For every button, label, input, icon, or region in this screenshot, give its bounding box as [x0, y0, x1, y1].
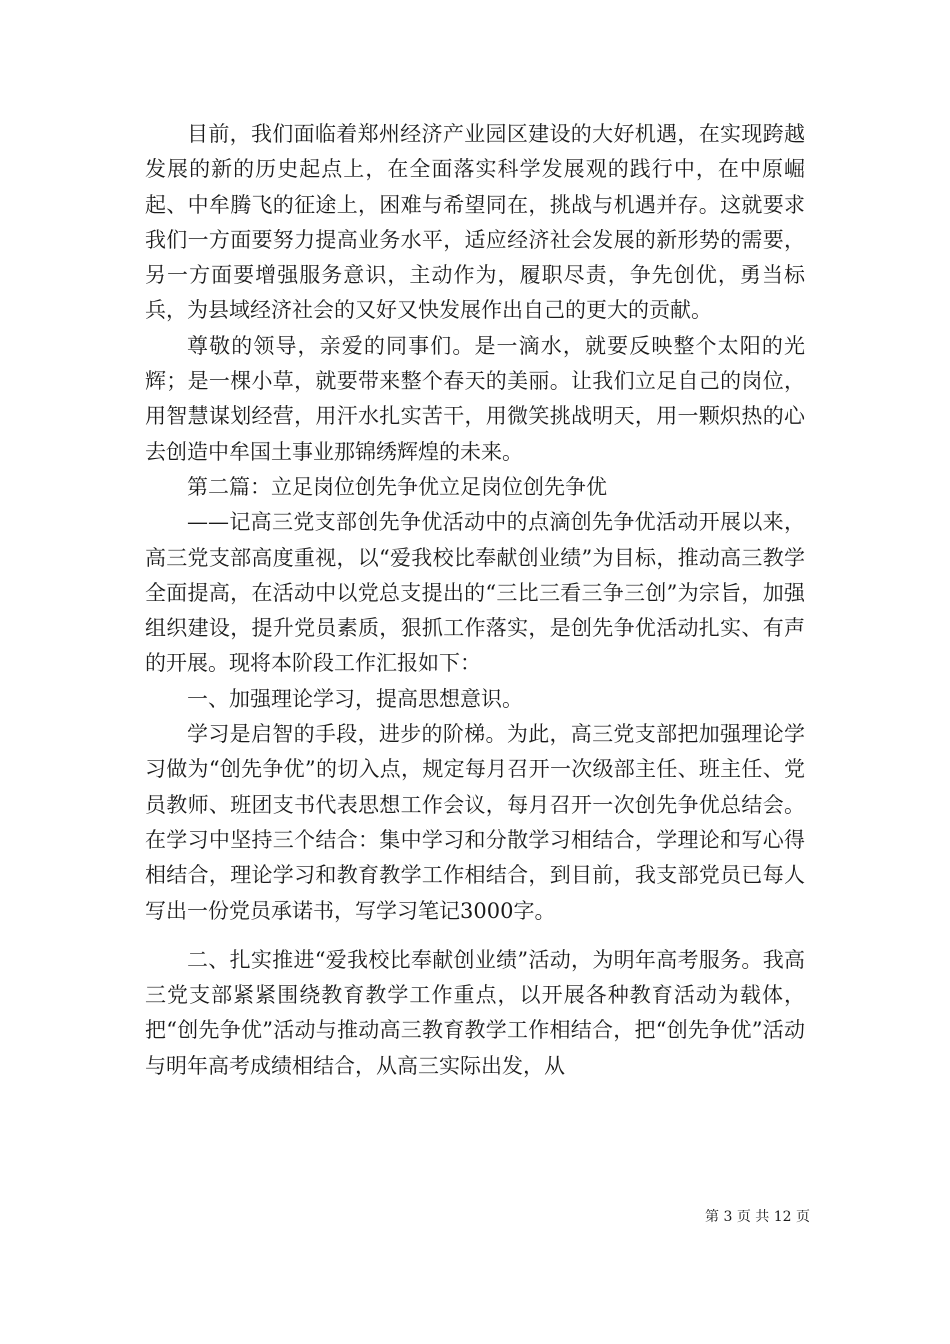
- page-number-footer: 第 3 页 共 12 页: [705, 1209, 810, 1225]
- paragraph-development-opportunity: 目前，我们面临着郑州经济产业园区建设的大好机遇，在实现跨越发展的新的历史起点上，在全面落实科学发展观的践行中，在中原崛起、中牟腾飞的征途上，困难与希望同在，挑战与机遇并存。这就要求我们一方面要努力提高业务水平，适应经济社会发展的新形势的需要，另一方面要增强服务意识，主动作为，履职尽责，争先创优，勇当标兵，为县域经济社会的又好又快发展作出自己的更大的贡献。: [145, 122, 805, 323]
- section-title-part-two: 第二篇：立足岗位创先争优立足岗位创先争优: [187, 474, 607, 499]
- paragraph-party-branch-intro: ——记高三党支部创先争优活动中的点滴创先争优活动开展以来，高三党支部高度重视，以“爱我校比奉献创业绩”为目标，推动高三教学全面提高，在活动中以党总支提出的“三比三看三争三创”为宗旨，加强组织建设，提升党员素质，狠抓工作落实，是创先争优活动扎实、有声的开展。现将本阶段工作汇报如下：: [145, 510, 805, 676]
- paragraph-activity-promotion: 二、扎实推进“爱我校比奉献创业绩”活动，为明年高考服务。我高三党支部紧紧围绕教育教学工作重点，以开展各种教育活动为载体，把“创先争优”活动与推动高三教育教学工作相结合，把“创先争优”活动与明年高考成绩相结合，从高三实际出发，从: [145, 947, 805, 1078]
- heading-theory-study: 一、加强理论学习，提高思想意识。: [187, 686, 523, 711]
- paragraph-theory-study: 学习是启智的手段，进步的阶梯。为此，高三党支部把加强理论学习做为“创先争优”的切入点，规定每月召开一次级部主任、班主任、党员教师、班团支书代表思想工作会议，每月召开一次创先争优总结会。在学习中坚持三个结合：集中学习和分散学习相结合，学理论和写心得相结合，理论学习和教育教学工作相结合，到目前，我支部党员已每人写出一份党员承诺书，写学习笔记3000字。: [145, 722, 805, 923]
- document-body: [145, 117, 805, 1084]
- paragraph-address-colleagues: 尊敬的领导，亲爱的同事们。是一滴水，就要反映整个太阳的光辉；是一棵小草，就要带来整个春天的美丽。让我们立足自己的岗位，用智慧谋划经营，用汗水扎实苦干，用微笑挑战明天，用一颗炽热的心去创造中牟国土事业那锦绣辉煌的未来。: [145, 333, 805, 464]
